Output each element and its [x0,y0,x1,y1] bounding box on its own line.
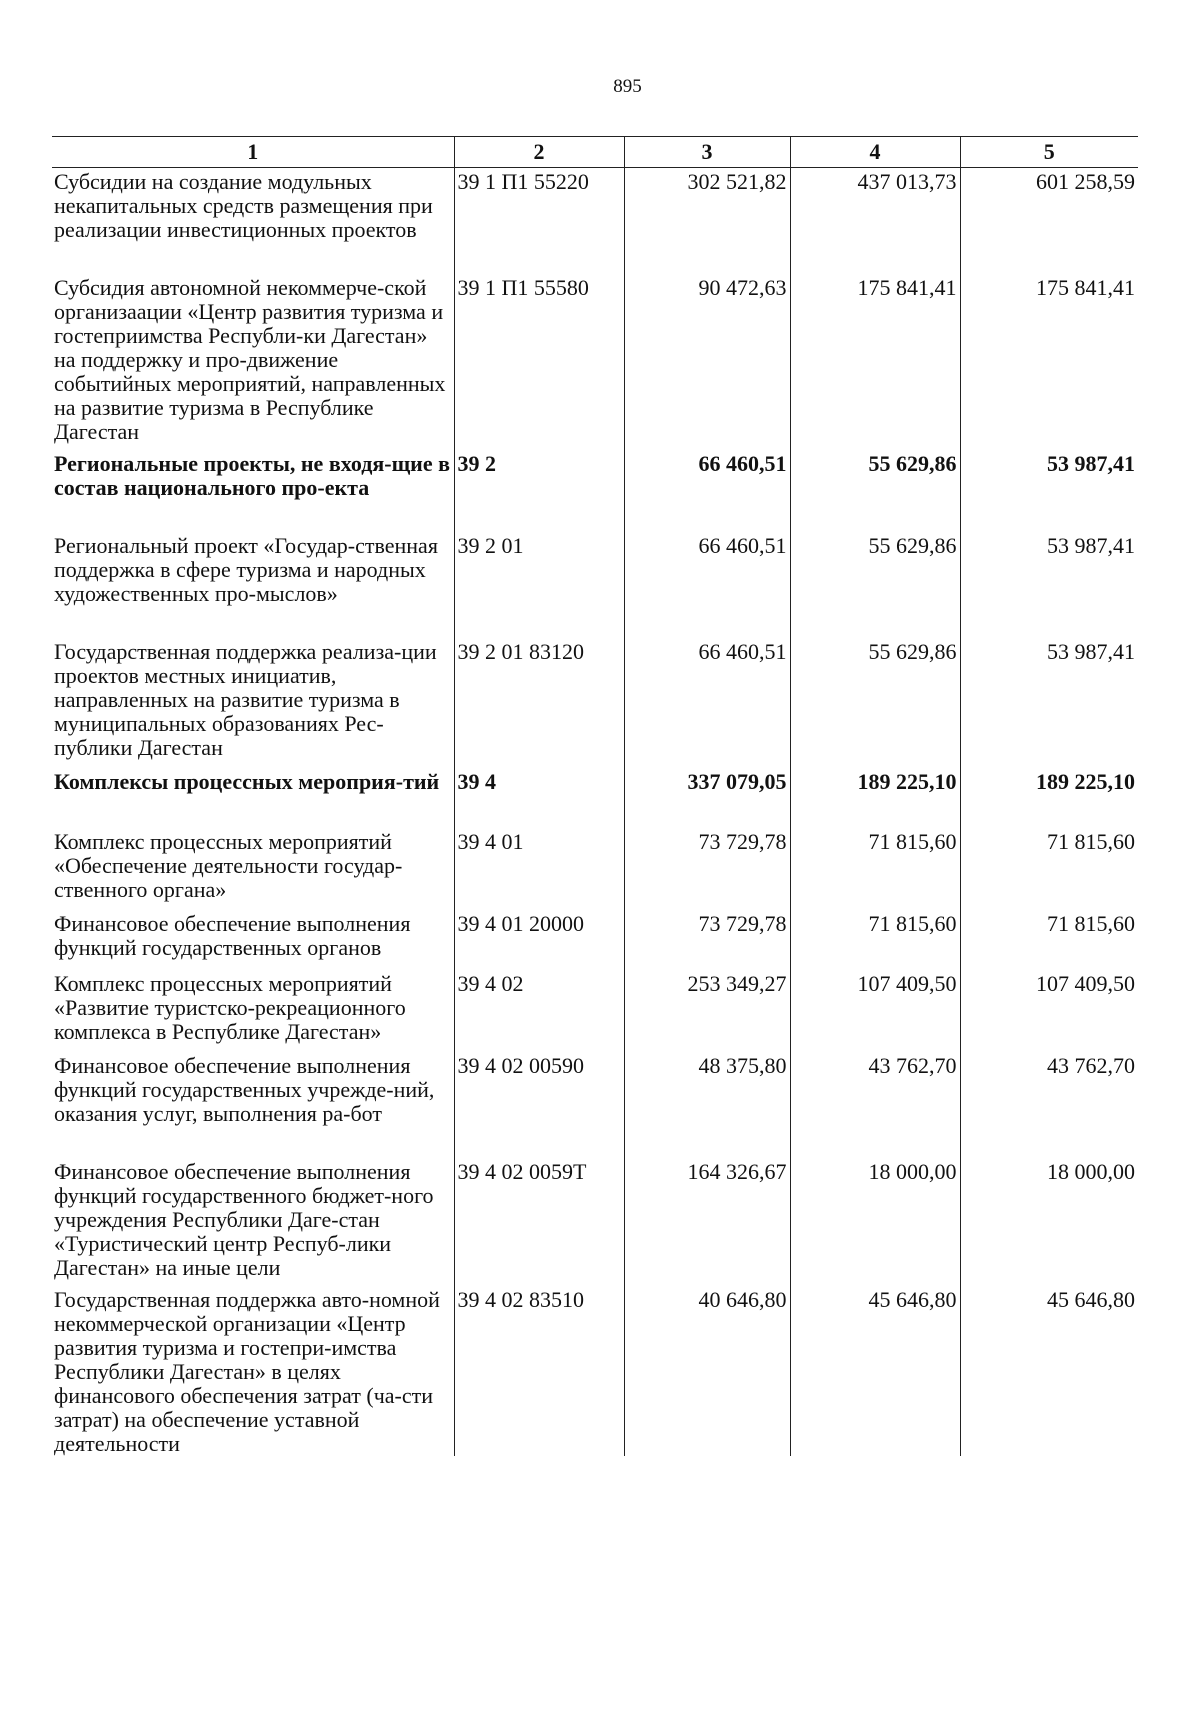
row-value-col5: 601 258,59 [960,168,1138,274]
row-value-col4: 43 762,70 [790,1052,960,1158]
row-value-col3: 337 079,05 [624,768,790,828]
row-value-col4: 18 000,00 [790,1158,960,1286]
row-value-col4: 71 815,60 [790,828,960,910]
row-code-cell: 39 2 01 83120 [454,638,624,768]
row-name-cell: Государственная поддержка авто-номной некоммерческой организации «Центр развития туризма и гостепри-имства Республики Дагестан» в целях финансового обеспечения затрат (ча-сти затрат) на обеспечение уставной деятельности [54,1286,440,1456]
row-value-col5: 71 815,60 [960,910,1138,970]
table-row [52,910,1138,970]
table-row [52,450,1138,532]
row-name-cell: Субсидия автономной некоммерче-ской организаации «Центр развития туризма и гостеприимства Республи-ки Дагестан» на поддержку и про-движение событийных мероприятий, направленных на развитие туризма в Республике Дагестан [54,274,446,444]
row-value-col3: 66 460,51 [624,638,790,768]
row-code-cell: 39 4 02 00590 [454,1052,624,1158]
row-code-cell: 39 2 01 [454,532,624,638]
row-value-col3: 48 375,80 [624,1052,790,1158]
row-value-col5: 53 987,41 [960,532,1138,638]
row-name-cell: Комплекс процессных мероприятий «Обеспечение деятельности государ-ственного органа» [54,828,403,902]
table-row [52,1052,1138,1158]
row-value-col4: 189 225,10 [790,768,960,828]
row-value-col3: 253 349,27 [624,970,790,1052]
row-value-col5: 43 762,70 [960,1052,1138,1158]
header-col-3: 3 [624,137,790,168]
row-code-cell: 39 4 02 0059Т [454,1158,624,1286]
table-row [52,828,1138,910]
header-col-5: 5 [960,137,1138,168]
row-name-cell: Субсидии на создание модульных некапитальных средств размещения при реализации инвестиционных проектов [54,169,433,242]
row-name-cell: Финансовое обеспечение выполнения функций государственных органов [54,910,411,960]
row-name-cell: Региональные проекты, не входя-щие в состав национального про-екта [54,450,450,500]
row-code-cell: 39 4 02 [454,970,624,1052]
row-name-cell: Финансовое обеспечение выполнения функций государственных учрежде-ний, оказания услуг, выполнения ра-бот [54,1052,435,1126]
row-value-col3: 164 326,67 [624,1158,790,1286]
table-row [52,274,1138,450]
row-value-col5: 53 987,41 [960,638,1138,768]
row-value-col3: 73 729,78 [624,828,790,910]
row-name-cell: Государственная поддержка реализа-ции проектов местных инициатив, направленных на развитие туризма в муниципальных образованиях Рес-публики Дагестан [54,638,437,760]
header-col-2: 2 [454,137,624,168]
table-row [52,768,1138,828]
page-number: 895 [613,76,642,97]
table-row [52,168,1138,274]
row-value-col5: 175 841,41 [960,274,1138,450]
row-code-cell: 39 2 [454,450,624,532]
row-value-col3: 90 472,63 [624,274,790,450]
row-value-col3: 66 460,51 [624,450,790,532]
header-col-4: 4 [790,137,960,168]
row-value-col3: 73 729,78 [624,910,790,970]
header-col-1: 1 [52,137,454,168]
row-code-cell: 39 1 П1 55220 [454,168,624,274]
table-row [52,532,1138,638]
row-code-cell: 39 4 02 83510 [454,1286,624,1456]
row-value-col4: 55 629,86 [790,532,960,638]
row-value-col5: 45 646,80 [960,1286,1138,1456]
table-row [52,1158,1138,1286]
row-code-cell: 39 4 01 [454,828,624,910]
budget-table [52,136,1138,1456]
row-value-col5: 107 409,50 [960,970,1138,1052]
row-value-col5: 53 987,41 [960,450,1138,532]
row-value-col5: 18 000,00 [960,1158,1138,1286]
row-code-cell: 39 4 01 20000 [454,910,624,970]
row-name-cell: Региональный проект «Государ-ственная поддержка в сфере туризма и народных художественных про-мыслов» [54,532,438,606]
row-value-col3: 40 646,80 [624,1286,790,1456]
row-value-col4: 45 646,80 [790,1286,960,1456]
row-value-col5: 71 815,60 [960,828,1138,910]
row-name-cell: Комплексы процессных мероприя-тий [54,768,440,794]
table-row [52,1286,1138,1456]
row-code-cell: 39 1 П1 55580 [454,274,624,450]
table-row [52,970,1138,1052]
row-value-col3: 302 521,82 [624,168,790,274]
row-value-col4: 175 841,41 [790,274,960,450]
row-value-col4: 437 013,73 [790,168,960,274]
row-name-cell: Финансовое обеспечение выполнения функций государственного бюджет-ного учреждения Республики Даге-стан «Туристический центр Респуб-лики Дагестан» на иные цели [54,1158,434,1280]
row-value-col4: 55 629,86 [790,638,960,768]
row-value-col5: 189 225,10 [960,768,1138,828]
row-value-col3: 66 460,51 [624,532,790,638]
row-value-col4: 71 815,60 [790,910,960,970]
row-value-col4: 55 629,86 [790,450,960,532]
header-row [52,137,1138,168]
row-value-col4: 107 409,50 [790,970,960,1052]
row-code-cell: 39 4 [454,768,624,828]
row-name-cell: Комплекс процессных мероприятий «Развитие туристско-рекреационного комплекса в Республике Дагестан» [54,970,406,1044]
table-row [52,638,1138,768]
